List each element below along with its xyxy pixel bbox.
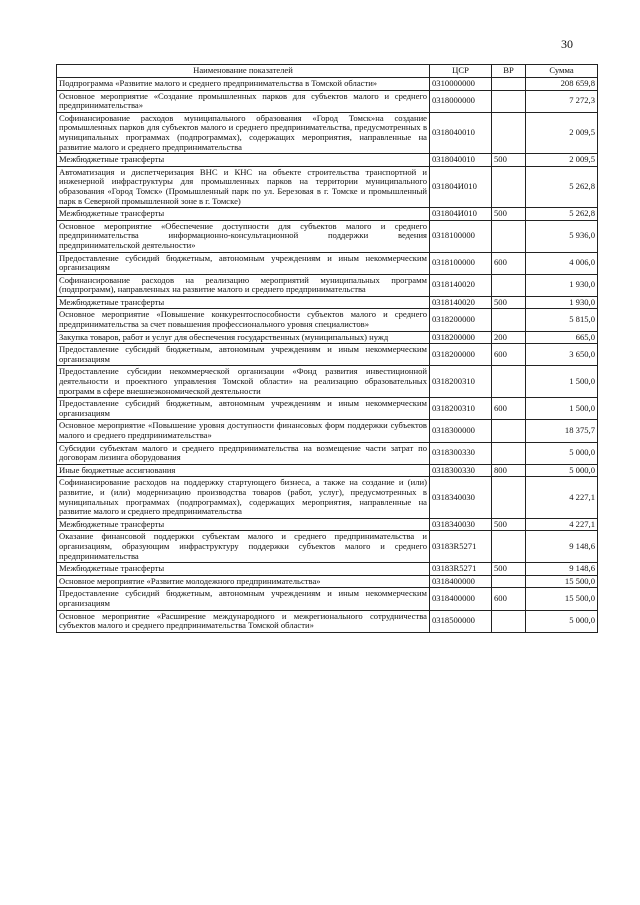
row-name-cell: Закупка товаров, работ и услуг для обеспечения государственных (муниципальных) нужд (57, 331, 430, 344)
table-row (57, 220, 598, 252)
budget-table (56, 64, 598, 633)
row-name-cell: Межбюджетные трансферты (57, 296, 430, 309)
row-csr-cell: 0318300000 (430, 420, 492, 442)
table-row (57, 398, 598, 420)
row-csr-cell: 0318500000 (430, 610, 492, 632)
row-sum-cell: 5 262,8 (526, 208, 598, 221)
row-csr-cell: 0318100000 (430, 252, 492, 274)
row-sum-cell: 5 000,0 (526, 610, 598, 632)
row-name-cell: Предоставление субсидий бюджетным, автономным учреждениям и иным некоммерческим организациям (57, 252, 430, 274)
row-csr-cell: 0310000000 (430, 78, 492, 91)
table-row (57, 563, 598, 576)
row-csr-cell: 031804И010 (430, 208, 492, 221)
table-row (57, 344, 598, 366)
row-csr-cell: 0318200000 (430, 331, 492, 344)
row-csr-cell: 0318000000 (430, 90, 492, 112)
table-row (57, 208, 598, 221)
row-name-cell: Софинансирование расходов на поддержку стартующего бизнеса, а также на создание и (или) развитие, и (или) модернизацию производства товаров (работ, услуг), предусмотренных в муниципальных программах (подпрограммах), содержащих мероприятия, направленные на развитие малого и среднего предпринимательства (57, 477, 430, 518)
table-row (57, 296, 598, 309)
row-sum-cell: 2 009,5 (526, 112, 598, 153)
row-name-cell: Предоставление субсидий бюджетным, автономным учреждениям и иным некоммерческим организациям (57, 398, 430, 420)
row-csr-cell: 0318300330 (430, 442, 492, 464)
table-row (57, 420, 598, 442)
row-name-cell: Основное мероприятие «Развитие молодежного предпринимательства» (57, 575, 430, 588)
row-csr-cell: 0318040010 (430, 112, 492, 153)
table-row (57, 477, 598, 518)
row-csr-cell: 0318040010 (430, 154, 492, 167)
row-vr-cell (492, 220, 526, 252)
row-sum-cell: 1 930,0 (526, 296, 598, 309)
row-name-cell: Предоставление субсидии некоммерческой организации «Фонд развития инвестиционной деятельности и проектного управления Томской области» на реализацию образовательных программ в сфере внешнеэкономической деятельности (57, 366, 430, 398)
row-sum-cell: 5 936,0 (526, 220, 598, 252)
table-row (57, 588, 598, 610)
table-row (57, 464, 598, 477)
row-csr-cell: 0318400000 (430, 575, 492, 588)
row-sum-cell: 7 272,3 (526, 90, 598, 112)
row-vr-cell (492, 166, 526, 207)
row-csr-cell: 0318340030 (430, 518, 492, 531)
header-vr: ВР (492, 65, 526, 78)
row-sum-cell: 2 009,5 (526, 154, 598, 167)
row-sum-cell: 665,0 (526, 331, 598, 344)
row-sum-cell: 1 500,0 (526, 366, 598, 398)
row-csr-cell: 0318200000 (430, 344, 492, 366)
row-csr-cell: 03183R5271 (430, 563, 492, 576)
table-header-row (57, 65, 598, 78)
row-sum-cell: 5 815,0 (526, 309, 598, 331)
row-vr-cell (492, 420, 526, 442)
row-name-cell: Субсидии субъектам малого и среднего предпринимательства на возмещение части затрат по договорам лизинга оборудования (57, 442, 430, 464)
row-name-cell: Межбюджетные трансферты (57, 208, 430, 221)
table-row (57, 78, 598, 91)
row-name-cell: Предоставление субсидий бюджетным, автономным учреждениям и иным некоммерческим организациям (57, 588, 430, 610)
row-name-cell: Основное мероприятие «Повышение уровня доступности финансовых форм поддержки субъектов малого и среднего предпринимательства» (57, 420, 430, 442)
table-row (57, 366, 598, 398)
row-name-cell: Межбюджетные трансферты (57, 518, 430, 531)
row-csr-cell: 0318200310 (430, 366, 492, 398)
row-name-cell: Софинансирование расходов на реализацию мероприятий муниципальных программ (подпрограмм), направленных на развитие малого и среднего предпринимательства (57, 274, 430, 296)
table-row (57, 154, 598, 167)
table-row (57, 331, 598, 344)
row-csr-cell: 0318200310 (430, 398, 492, 420)
row-csr-cell: 0318100000 (430, 220, 492, 252)
header-name: Наименование показателей (57, 65, 430, 78)
row-vr-cell: 200 (492, 331, 526, 344)
row-csr-cell: 0318140020 (430, 274, 492, 296)
table-row (57, 518, 598, 531)
page-number: 30 (561, 37, 573, 51)
row-vr-cell (492, 442, 526, 464)
row-name-cell: Межбюджетные трансферты (57, 563, 430, 576)
row-vr-cell (492, 477, 526, 518)
row-name-cell: Основное мероприятие «Обеспечение доступности для субъектов малого и среднего предпринимательства информационно-консультационной поддержки ведения предпринимательской деятельности» (57, 220, 430, 252)
row-name-cell: Автоматизация и диспетчеризация ВНС и КНС на объекте строительства транспортной и инженерной инфраструктуры для промышленных парков на территории муниципального образования «Город Томск» (Промышленный парк по ул. Березовая в г. Томске и промышленный парк в Северной промышленной зоне в г. Томске) (57, 166, 430, 207)
row-vr-cell (492, 274, 526, 296)
row-csr-cell: 031804И010 (430, 166, 492, 207)
row-sum-cell: 15 500,0 (526, 588, 598, 610)
row-csr-cell: 0318400000 (430, 588, 492, 610)
row-vr-cell (492, 575, 526, 588)
row-vr-cell: 600 (492, 588, 526, 610)
row-vr-cell: 600 (492, 344, 526, 366)
row-sum-cell: 5 262,8 (526, 166, 598, 207)
table-row (57, 309, 598, 331)
row-vr-cell (492, 78, 526, 91)
row-name-cell: Софинансирование расходов муниципального образования «Город Томск»на создание промышленных парков для субъектов малого и среднего предпринимательства, предусмотренных в муниципальных программах (подпрограммах), содержащих мероприятия, направленные на развитие малого и среднего предпринимательства (57, 112, 430, 153)
table-row (57, 274, 598, 296)
header-sum: Сумма (526, 65, 598, 78)
row-vr-cell: 600 (492, 398, 526, 420)
row-sum-cell: 4 006,0 (526, 252, 598, 274)
row-vr-cell: 600 (492, 252, 526, 274)
row-name-cell: Предоставление субсидий бюджетным, автономным учреждениям и иным некоммерческим организациям (57, 344, 430, 366)
header-csr: ЦСР (430, 65, 492, 78)
row-sum-cell: 5 000,0 (526, 464, 598, 477)
table-row (57, 531, 598, 563)
row-vr-cell (492, 112, 526, 153)
row-sum-cell: 18 375,7 (526, 420, 598, 442)
row-sum-cell: 5 000,0 (526, 442, 598, 464)
table-row (57, 166, 598, 207)
row-name-cell: Основное мероприятие «Расширение международного и межрегионального сотрудничества субъектов малого и среднего предпринимательства Томской области» (57, 610, 430, 632)
table-row (57, 112, 598, 153)
row-sum-cell: 3 650,0 (526, 344, 598, 366)
row-name-cell: Основное мероприятие «Повышение конкурентоспособности субъектов малого и среднего предпринимательства за счет повышения профессионального уровня специалистов» (57, 309, 430, 331)
row-vr-cell (492, 531, 526, 563)
row-sum-cell: 4 227,1 (526, 477, 598, 518)
row-csr-cell: 0318300330 (430, 464, 492, 477)
row-name-cell: Межбюджетные трансферты (57, 154, 430, 167)
row-sum-cell: 4 227,1 (526, 518, 598, 531)
row-vr-cell: 500 (492, 518, 526, 531)
row-vr-cell: 500 (492, 154, 526, 167)
row-sum-cell: 208 659,8 (526, 78, 598, 91)
table-row (57, 575, 598, 588)
table-row (57, 442, 598, 464)
row-sum-cell: 15 500,0 (526, 575, 598, 588)
row-vr-cell: 500 (492, 563, 526, 576)
table-row (57, 90, 598, 112)
row-vr-cell (492, 90, 526, 112)
row-vr-cell: 500 (492, 208, 526, 221)
row-csr-cell: 03183R5271 (430, 531, 492, 563)
row-name-cell: Основное мероприятие «Создание промышленных парков для субъектов малого и среднего предпринимательства» (57, 90, 430, 112)
row-vr-cell: 500 (492, 296, 526, 309)
row-sum-cell: 1 930,0 (526, 274, 598, 296)
row-csr-cell: 0318200000 (430, 309, 492, 331)
row-sum-cell: 9 148,6 (526, 563, 598, 576)
row-csr-cell: 0318340030 (430, 477, 492, 518)
row-name-cell: Иные бюджетные ассигнования (57, 464, 430, 477)
row-sum-cell: 1 500,0 (526, 398, 598, 420)
row-vr-cell: 800 (492, 464, 526, 477)
table-row (57, 252, 598, 274)
row-name-cell: Подпрограмма «Развитие малого и среднего предпринимательства в Томской области» (57, 78, 430, 91)
row-sum-cell: 9 148,6 (526, 531, 598, 563)
table-row (57, 610, 598, 632)
row-vr-cell (492, 366, 526, 398)
row-csr-cell: 0318140020 (430, 296, 492, 309)
row-name-cell: Оказание финансовой поддержки субъектам малого и среднего предпринимательства и организациям, образующим инфраструктуру поддержки субъектов малого и среднего предпринимательства (57, 531, 430, 563)
row-vr-cell (492, 309, 526, 331)
row-vr-cell (492, 610, 526, 632)
